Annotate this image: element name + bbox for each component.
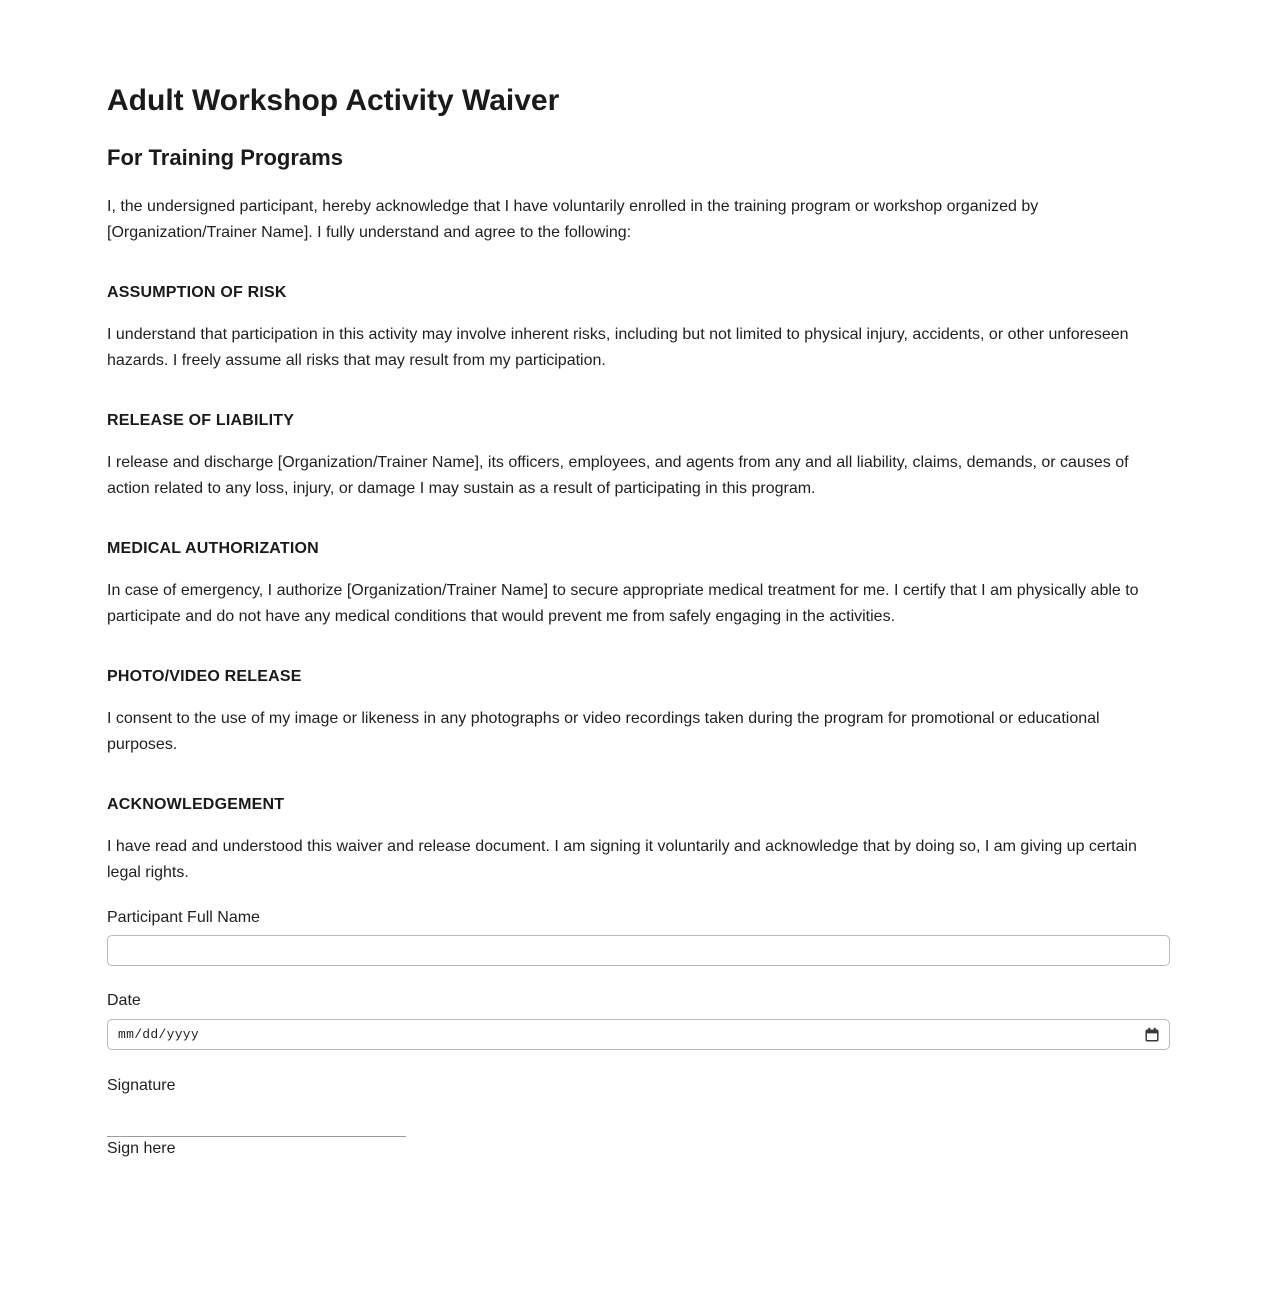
waiver-form: [107, 908, 1170, 1159]
section-acknowledgement: [107, 795, 1170, 886]
section-heading: RELEASE OF LIABILITY: [107, 412, 295, 429]
participant-name-input[interactable]: [107, 935, 1170, 966]
section-body: I release and discharge [Organization/Trainer Name], its officers, employees, and agents from any and all liability, claims, demands, or causes of action related to any loss, injury, or damage I may sustain as a result of participating in this program.: [107, 454, 1129, 497]
section-release-of-liability: [107, 411, 1170, 502]
signature-line: [107, 1136, 406, 1137]
signature-hint: Sign here: [107, 1140, 176, 1157]
signature-label: Signature: [107, 1077, 176, 1094]
page-subtitle: For Training Programs: [107, 145, 343, 170]
signature-field: [107, 1076, 1170, 1159]
signature-pad[interactable]: [107, 1096, 406, 1136]
page-title: Adult Workshop Activity Waiver: [107, 84, 560, 117]
section-body: I consent to the use of my image or likeness in any photographs or video recordings taken during the program for promotional or educational purposes.: [107, 710, 1100, 753]
section-heading: PHOTO/VIDEO RELEASE: [107, 668, 302, 685]
date-label: Date: [107, 992, 141, 1009]
calendar-icon[interactable]: [1144, 1027, 1160, 1043]
date-field: [107, 991, 1170, 1050]
section-medical-authorization: [107, 539, 1170, 630]
section-photo-video-release: [107, 667, 1170, 758]
section-heading: ACKNOWLEDGEMENT: [107, 796, 285, 813]
intro-paragraph: I, the undersigned participant, hereby acknowledge that I have voluntarily enrolled in the training program or workshop organized by [Organization/Trainer Name]. I fully understand and agree to the following:: [107, 198, 1039, 241]
section-body: I have read and understood this waiver and release document. I am signing it voluntarily and acknowledge that by doing so, I am giving up certain legal rights.: [107, 838, 1137, 881]
date-input[interactable]: [107, 1019, 1170, 1050]
section-assumption-of-risk: [107, 283, 1170, 374]
section-heading: ASSUMPTION OF RISK: [107, 284, 287, 301]
section-body: I understand that participation in this activity may involve inherent risks, including but not limited to physical injury, accidents, or other unforeseen hazards. I freely assume all risks that may result from my participation.: [107, 326, 1129, 369]
section-body: In case of emergency, I authorize [Organization/Trainer Name] to secure appropriate medical treatment for me. I certify that I am physically able to participate and do not have any medical conditions that would prevent me from safely engaging in the activities.: [107, 582, 1139, 625]
date-placeholder: mm/dd/yyyy: [118, 1027, 200, 1042]
section-heading: MEDICAL AUTHORIZATION: [107, 540, 319, 557]
participant-name-field: [107, 908, 1170, 966]
participant-name-label: Participant Full Name: [107, 909, 260, 926]
